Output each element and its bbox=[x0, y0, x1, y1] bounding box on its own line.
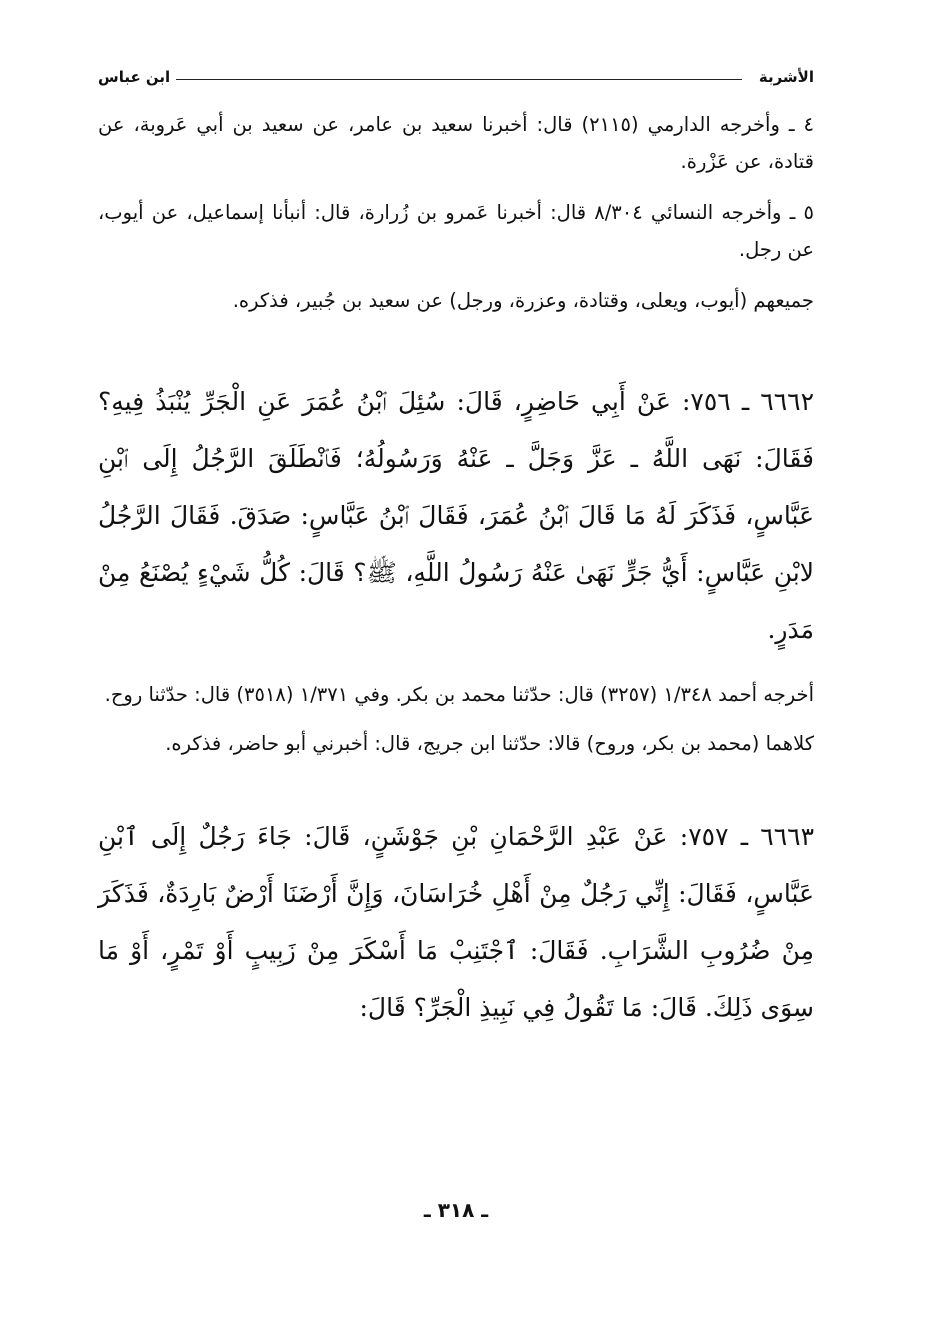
hadith-6663: ٦٦٦٣ ـ ٧٥٧: عَنْ عَبْدِ الرَّحْمَانِ بْنِ جَوْشَنٍ، قَالَ: جَاءَ رَجُلٌ إِلَى ٱبْنِ عَبَّاسٍ، فَقَالَ: إِنِّي رَجُلٌ مِنْ أَهْلِ خُرَاسَانَ، وَإِنَّ أَرْضَنَا أَرْضٌ بَارِدَةٌ، فَذَكَرَ مِنْ ضُرُوبِ الشَّرَابِ. فَقَالَ: ٱجْتَنِبْ مَا أَسْكَرَ مِنْ زَبِيبٍ أَوْ تَمْرٍ، أَوْ مَا سِوَى ذَلِكَ. قَالَ: مَا تَقُولُ فِي نَبِيذِ الْجَرِّ؟ قَالَ: bbox=[98, 822, 815, 1022]
page-number: ـ ٣١٨ ـ bbox=[423, 1198, 489, 1222]
hadith-6662: ٦٦٦٢ ـ ٧٥٦: عَنْ أَبِي حَاضِرٍ، قَالَ: سُئِلَ ٱبْنُ عُمَرَ عَنِ الْجَرِّ يُنْبَذُ فِيهِ؟ فَقَالَ: نَهَى اللَّهُ ـ عَزَّ وَجَلَّ ـ عَنْهُ وَرَسُولُهُ؛ فَٱنْطَلَقَ الرَّجُلُ إِلَى ٱبْنِ عَبَّاسٍ، فَذَكَرَ لَهُ مَا قَالَ ٱبْنُ عُمَرَ، فَقَالَ ٱبْنُ عَبَّاسٍ: صَدَقَ. فَقَالَ الرَّجُلُ لابْنِ عَبَّاسٍ: أَيُّ جَرٍّ نَهَىٰ عَنْهُ رَسُولُ اللَّهِ، ﷺ؟ قَالَ: كُلُّ شَيْءٍ يُصْنَعُ مِنْ مَدَرٍ. bbox=[98, 387, 815, 644]
takhrij-summary: جميعهم (أيوب، ويعلى، وقتادة، وعزرة، ورجل) عن سعيد بن جُبير، فذكره. bbox=[232, 289, 814, 312]
book-page bbox=[98, 56, 814, 1296]
running-header bbox=[98, 56, 814, 90]
takhrij-note-4: ٤ ـ وأخرجه الدارمي (٢١١٥) قال: أخبرنا سعيد بن عامر، عن سعيد بن أبي عَروبة، عن قتادة، عن عَزْرة. bbox=[98, 113, 814, 173]
takhrij-note-kilahuma: كلاهما (محمد بن بكر، وروح) قالا: حدّثنا ابن جريج، قال: أخبرني أبو حاضر، فذكره. bbox=[165, 732, 814, 755]
narrator-title: ابن عباس bbox=[98, 68, 176, 86]
takhrij-note-ahmad: أخرجه أحمد ١/٣٤٨ (٣٢٥٧) قال: حدّثنا محمد بن بكر. وفي ١/٣٧١ (٣٥١٨) قال: حدّثنا روح. bbox=[104, 683, 814, 706]
chapter-title: الأشربة bbox=[753, 68, 814, 86]
takhrij-note-5: ٥ ـ وأخرجه النسائي ٨/٣٠٤ قال: أخبرنا عَمرو بن زُرارة، قال: أنبأنا إسماعيل، عن أيوب، عن رجل. bbox=[98, 201, 814, 261]
header-rule bbox=[168, 79, 742, 80]
